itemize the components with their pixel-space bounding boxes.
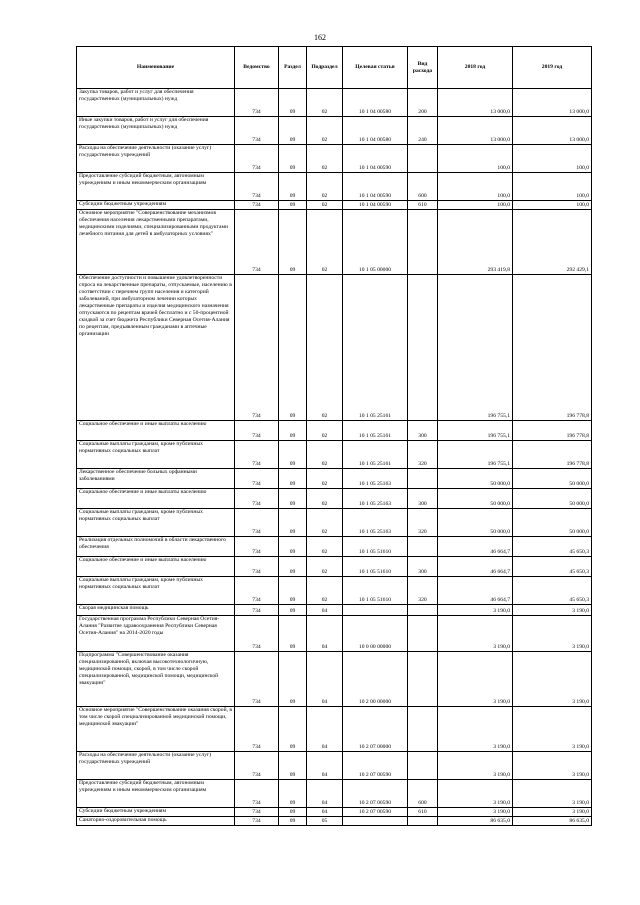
row-department: 734 <box>235 808 279 817</box>
row-amount-2019: 100,0 <box>513 201 592 210</box>
row-section: 09 <box>279 808 307 817</box>
header-target-item: Целевая статья <box>343 47 408 89</box>
row-section: 09 <box>279 605 307 616</box>
row-target-item: 10 1 05 51610 <box>343 537 408 557</box>
row-amount-2018: 46 664,7 <box>438 577 513 605</box>
row-expense-type <box>408 210 438 275</box>
row-subsection: 02 <box>307 577 343 605</box>
row-name: Расходы на обеспечение деятельности (оказание услуг) государственных учреждений <box>77 752 235 780</box>
row-amount-2018: 293 419,8 <box>438 210 513 275</box>
row-section: 09 <box>279 616 307 652</box>
row-expense-type <box>408 752 438 780</box>
row-department: 734 <box>235 173 279 201</box>
row-expense-type: 320 <box>408 577 438 605</box>
row-target-item: 10 1 05 51610 <box>343 577 408 605</box>
row-amount-2018: 3 190,0 <box>438 616 513 652</box>
row-department: 734 <box>235 780 279 808</box>
row-amount-2018: 3 190,0 <box>438 808 513 817</box>
row-department: 734 <box>235 275 279 421</box>
table-row <box>77 275 592 421</box>
row-target-item <box>343 817 408 826</box>
row-expense-type: 320 <box>408 509 438 537</box>
table-row <box>77 173 592 201</box>
page-number: 162 <box>314 33 326 42</box>
row-expense-type: 240 <box>408 117 438 145</box>
row-expense-type <box>408 145 438 173</box>
row-expense-type <box>408 275 438 421</box>
row-name: Основное мероприятие "Совершенствование механизмов обеспечения населения лекарственными препаратами, медицинскими изделиями, специализированными продуктами лечебного питания для детей в амбулаторных условиях" <box>77 210 235 275</box>
row-amount-2019: 196 778,8 <box>513 275 592 421</box>
row-subsection: 04 <box>307 780 343 808</box>
row-amount-2018: 13 000,0 <box>438 117 513 145</box>
row-name: Субсидии бюджетным учреждениям <box>77 201 235 210</box>
row-department: 734 <box>235 557 279 577</box>
row-subsection: 02 <box>307 509 343 537</box>
row-name: Санаторно-оздоровительная помощь <box>77 817 235 826</box>
row-target-item: 10 1 05 25161 <box>343 275 408 421</box>
row-subsection: 05 <box>307 817 343 826</box>
row-section: 09 <box>279 509 307 537</box>
row-amount-2019: 3 190,0 <box>513 616 592 652</box>
row-amount-2018: 86 635,0 <box>438 817 513 826</box>
row-section: 09 <box>279 780 307 808</box>
row-amount-2019: 100,0 <box>513 173 592 201</box>
row-expense-type: 300 <box>408 421 438 441</box>
row-subsection: 04 <box>307 752 343 780</box>
table-row <box>77 537 592 557</box>
row-amount-2019: 292 429,1 <box>513 210 592 275</box>
row-expense-type <box>408 616 438 652</box>
row-department: 734 <box>235 210 279 275</box>
row-amount-2019: 13 000,0 <box>513 117 592 145</box>
row-expense-type <box>408 605 438 616</box>
row-amount-2019: 3 190,0 <box>513 752 592 780</box>
row-amount-2019: 3 190,0 <box>513 652 592 707</box>
row-amount-2018: 196 755,1 <box>438 275 513 421</box>
row-subsection: 02 <box>307 145 343 173</box>
row-subsection: 04 <box>307 652 343 707</box>
row-amount-2019: 45 650,3 <box>513 557 592 577</box>
row-amount-2019: 3 190,0 <box>513 605 592 616</box>
header-name: Наименование <box>77 47 235 89</box>
row-section: 09 <box>279 537 307 557</box>
row-amount-2018: 50 000,0 <box>438 469 513 489</box>
table-row <box>77 808 592 817</box>
row-subsection: 02 <box>307 275 343 421</box>
row-name: Подпрограмма "Совершенствование оказания специализированной, включая высокотехнологичную, медицинской помощи, скорой, в том числе скорой специализированной, медицинской помощи, медицинской эвакуации" <box>77 652 235 707</box>
header-row <box>77 47 592 89</box>
row-section: 09 <box>279 210 307 275</box>
row-department: 734 <box>235 441 279 469</box>
row-expense-type: 300 <box>408 489 438 509</box>
row-section: 09 <box>279 145 307 173</box>
row-name: Расходы на обеспечение деятельности (оказание услуг) государственных учреждений <box>77 145 235 173</box>
row-amount-2019: 50 000,0 <box>513 509 592 537</box>
row-target-item: 10 1 05 25163 <box>343 469 408 489</box>
row-amount-2018: 46 664,7 <box>438 557 513 577</box>
budget-table <box>76 46 592 826</box>
row-department: 734 <box>235 605 279 616</box>
row-section: 09 <box>279 752 307 780</box>
table-row <box>77 489 592 509</box>
row-subsection: 02 <box>307 469 343 489</box>
row-amount-2019: 196 778,8 <box>513 441 592 469</box>
row-target-item: 10 2 07 00590 <box>343 752 408 780</box>
row-section: 09 <box>279 441 307 469</box>
table-row <box>77 707 592 752</box>
row-department: 734 <box>235 817 279 826</box>
table-row <box>77 509 592 537</box>
row-subsection: 02 <box>307 117 343 145</box>
row-subsection: 02 <box>307 173 343 201</box>
row-amount-2018: 3 190,0 <box>438 752 513 780</box>
row-expense-type: 600 <box>408 780 438 808</box>
row-subsection: 02 <box>307 201 343 210</box>
row-department: 734 <box>235 707 279 752</box>
row-amount-2018: 3 190,0 <box>438 652 513 707</box>
table-row <box>77 605 592 616</box>
row-target-item: 10 1 04 00590 <box>343 201 408 210</box>
row-section: 09 <box>279 275 307 421</box>
row-amount-2018: 196 755,1 <box>438 421 513 441</box>
row-amount-2018: 46 664,7 <box>438 537 513 557</box>
row-expense-type: 320 <box>408 441 438 469</box>
row-department: 734 <box>235 509 279 537</box>
row-name: Иные закупки товаров, работ и услуг для обеспечения государственных (муниципальных) нужд <box>77 117 235 145</box>
row-subsection: 04 <box>307 605 343 616</box>
table-row <box>77 469 592 489</box>
row-target-item: 10 1 05 25161 <box>343 421 408 441</box>
row-section: 09 <box>279 469 307 489</box>
row-subsection: 04 <box>307 808 343 817</box>
row-amount-2018: 3 190,0 <box>438 605 513 616</box>
row-department: 734 <box>235 752 279 780</box>
row-expense-type: 610 <box>408 808 438 817</box>
table-row <box>77 201 592 210</box>
row-amount-2018: 100,0 <box>438 173 513 201</box>
row-name: Государственная программа Республики Северная Осетия-Алания "Развитие здравоохранения Республики Северная Осетия-Алания" на 2014-2020 годы <box>77 616 235 652</box>
row-name: Социальное обеспечение и иные выплаты населению <box>77 557 235 577</box>
row-section: 09 <box>279 117 307 145</box>
table-row <box>77 780 592 808</box>
row-section: 09 <box>279 489 307 509</box>
row-name: Основное мероприятие "Совершенствование оказания скорой, в том числе скорой специализированной медицинской помощи, медицинской эвакуации" <box>77 707 235 752</box>
table-row <box>77 441 592 469</box>
header-subsection: Подраздел <box>307 47 343 89</box>
row-subsection: 02 <box>307 89 343 117</box>
table-row <box>77 817 592 826</box>
row-target-item: 10 1 05 25163 <box>343 509 408 537</box>
row-amount-2019: 50 000,0 <box>513 469 592 489</box>
row-amount-2019: 45 650,3 <box>513 537 592 557</box>
row-department: 734 <box>235 201 279 210</box>
row-expense-type <box>408 537 438 557</box>
row-name: Реализация отдельных полномочий в области лекарственного обеспечения <box>77 537 235 557</box>
header-department: Ведомство <box>235 47 279 89</box>
row-department: 734 <box>235 89 279 117</box>
row-target-item: 10 1 05 25161 <box>343 441 408 469</box>
row-department: 734 <box>235 489 279 509</box>
row-target-item: 10 1 04 00590 <box>343 145 408 173</box>
row-amount-2018: 3 190,0 <box>438 780 513 808</box>
row-subsection: 02 <box>307 557 343 577</box>
row-section: 09 <box>279 201 307 210</box>
row-expense-type: 200 <box>408 89 438 117</box>
row-target-item: 10 2 00 00000 <box>343 652 408 707</box>
row-department: 734 <box>235 616 279 652</box>
row-department: 734 <box>235 469 279 489</box>
table-row <box>77 577 592 605</box>
row-department: 734 <box>235 577 279 605</box>
row-name: Социальные выплаты гражданам, кроме публичных нормативных социальных выплат <box>77 441 235 469</box>
row-amount-2018: 100,0 <box>438 201 513 210</box>
row-department: 734 <box>235 145 279 173</box>
row-name: Обеспечение доступности и повышение удовлетворенности спроса на лекарственные препараты, отпускаемые, населению в соответствии с перечнем групп населения и категорий заболеваний, при амбулаторном лечении которых лекарственные препараты и изделия медицинского назначения отпускаются по рецептам врачей бесплатно и с 50-процентной скидкой за счет бюджета Республики Северная Осетия-Алания по рецептам, предъявленным гражданами в аптечные организации <box>77 275 235 421</box>
table-row <box>77 652 592 707</box>
table-row <box>77 145 592 173</box>
row-name: Социальные выплаты гражданам, кроме публичных нормативных социальных выплат <box>77 509 235 537</box>
row-subsection: 02 <box>307 441 343 469</box>
row-subsection: 04 <box>307 707 343 752</box>
row-target-item: 10 1 05 00000 <box>343 210 408 275</box>
row-target-item: 10 2 07 00590 <box>343 808 408 817</box>
row-name: Социальные выплаты гражданам, кроме публичных нормативных социальных выплат <box>77 577 235 605</box>
header-expense-type: Вид расхода <box>408 47 438 89</box>
row-subsection: 02 <box>307 489 343 509</box>
header-year-2018: 2018 год <box>438 47 513 89</box>
row-section: 09 <box>279 557 307 577</box>
table-row <box>77 557 592 577</box>
row-section: 09 <box>279 89 307 117</box>
row-section: 09 <box>279 652 307 707</box>
row-target-item: 10 2 07 00000 <box>343 707 408 752</box>
row-name: Предоставление субсидий бюджетным, автономным учреждениям и иным некоммерческим организациям <box>77 173 235 201</box>
row-department: 734 <box>235 117 279 145</box>
row-expense-type: 300 <box>408 557 438 577</box>
row-amount-2018: 13 000,0 <box>438 89 513 117</box>
row-name: Социальное обеспечение и иные выплаты населению <box>77 489 235 509</box>
row-expense-type <box>408 652 438 707</box>
row-department: 734 <box>235 537 279 557</box>
row-section: 09 <box>279 817 307 826</box>
table-row <box>77 210 592 275</box>
row-section: 09 <box>279 173 307 201</box>
row-amount-2018: 196 755,1 <box>438 441 513 469</box>
row-amount-2019: 3 190,0 <box>513 707 592 752</box>
row-expense-type <box>408 707 438 752</box>
row-target-item: 10 2 07 00590 <box>343 780 408 808</box>
row-expense-type <box>408 817 438 826</box>
row-target-item: 10 1 05 51610 <box>343 557 408 577</box>
row-amount-2019: 3 190,0 <box>513 780 592 808</box>
row-amount-2018: 3 190,0 <box>438 707 513 752</box>
row-amount-2019: 196 778,8 <box>513 421 592 441</box>
row-name: Скорая медицинская помощь <box>77 605 235 616</box>
row-amount-2018: 50 000,0 <box>438 509 513 537</box>
row-amount-2019: 13 000,0 <box>513 89 592 117</box>
row-subsection: 02 <box>307 421 343 441</box>
row-name: Предоставление субсидий бюджетным, автономным учреждениям и иным некоммерческим организациям <box>77 780 235 808</box>
table-row <box>77 117 592 145</box>
row-amount-2018: 100,0 <box>438 145 513 173</box>
row-amount-2019: 100,0 <box>513 145 592 173</box>
row-target-item: 10 1 04 00590 <box>343 173 408 201</box>
row-subsection: 04 <box>307 616 343 652</box>
row-amount-2018: 50 000,0 <box>438 489 513 509</box>
row-department: 734 <box>235 421 279 441</box>
row-target-item: 10 1 04 00580 <box>343 117 408 145</box>
table-row <box>77 89 592 117</box>
header-section: Раздел <box>279 47 307 89</box>
row-subsection: 02 <box>307 210 343 275</box>
row-expense-type <box>408 469 438 489</box>
table-row <box>77 421 592 441</box>
header-year-2019: 2019 год <box>513 47 592 89</box>
row-expense-type: 600 <box>408 173 438 201</box>
row-target-item: 10 1 05 25163 <box>343 489 408 509</box>
row-name: Субсидии бюджетным учреждениям <box>77 808 235 817</box>
row-name: Социальное обеспечение и иные выплаты населению <box>77 421 235 441</box>
row-section: 09 <box>279 421 307 441</box>
row-section: 09 <box>279 707 307 752</box>
row-expense-type: 610 <box>408 201 438 210</box>
row-subsection: 02 <box>307 537 343 557</box>
row-amount-2019: 86 635,0 <box>513 817 592 826</box>
row-amount-2019: 50 000,0 <box>513 489 592 509</box>
row-department: 734 <box>235 652 279 707</box>
row-name: Закупка товаров, работ и услуг для обеспечения государственных (муниципальных) нужд <box>77 89 235 117</box>
row-target-item: 10 1 04 00580 <box>343 89 408 117</box>
table-row <box>77 752 592 780</box>
row-amount-2019: 3 190,0 <box>513 808 592 817</box>
row-section: 09 <box>279 577 307 605</box>
table-row <box>77 616 592 652</box>
row-target-item: 10 0 00 00000 <box>343 616 408 652</box>
row-amount-2019: 45 650,3 <box>513 577 592 605</box>
row-name: Лекарственное обеспечение больных орфанными заболеваниями <box>77 469 235 489</box>
row-target-item <box>343 605 408 616</box>
